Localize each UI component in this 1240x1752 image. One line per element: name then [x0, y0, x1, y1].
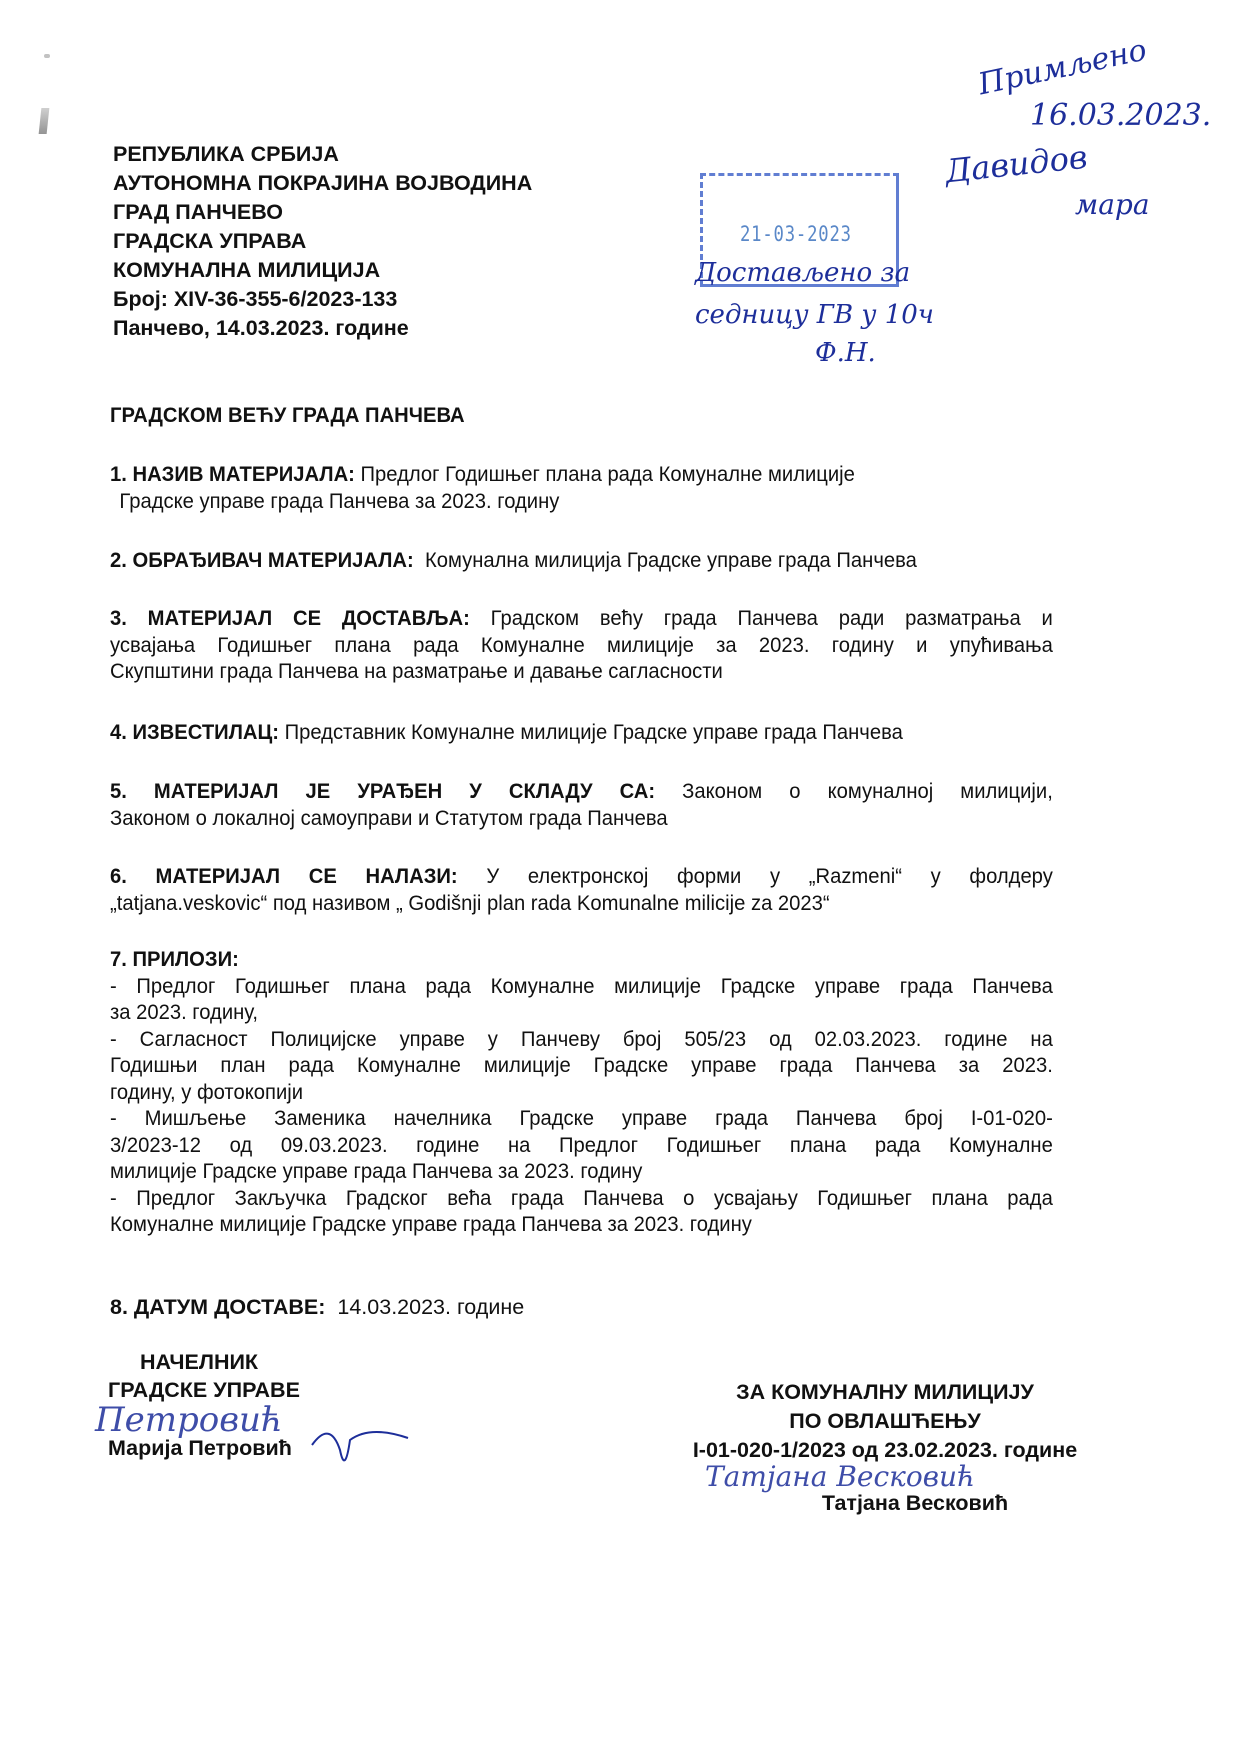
- authorization-number: I-01-020-1/2023 од 23.02.2023. године: [692, 1438, 1078, 1462]
- addressee: ГРАДСКОМ ВЕЋУ ГРАДА ПАНЧЕВА: [110, 403, 465, 427]
- section-3-material-delivered: [110, 605, 1053, 685]
- section-text-continued: Скупштини града Панчева на разматрање и давање сагласности: [110, 659, 723, 683]
- attachment-item: - Предлог Закључка Градског већа града Панчева о усвајању Годишњег плана рада: [110, 1185, 1053, 1210]
- handwritten-received-label: Примљено: [975, 32, 1150, 103]
- section-2-material-author: [110, 547, 1053, 574]
- handwritten-delivered-line2: седницу ГВ у 10ч: [695, 300, 934, 330]
- signature-flourish-icon: [310, 1410, 410, 1480]
- handwritten-received-name: Давидов: [943, 137, 1090, 191]
- letterhead-province: АУТОНОМНА ПОКРАЈИНА ВОЈВОДИНА: [113, 171, 533, 195]
- section-text: Законом о комуналној милицији,: [682, 779, 1053, 803]
- section-1-material-name: [110, 461, 1053, 514]
- section-4-reporter: [110, 719, 1053, 746]
- handwritten-delivered-initials: Ф.Н.: [815, 338, 876, 368]
- section-label: 3. МАТЕРИЈАЛ СЕ ДОСТАВЉА:: [110, 606, 470, 630]
- section-label: 6. МАТЕРИЈАЛ СЕ НАЛАЗИ:: [110, 864, 458, 888]
- section-8-delivery-date: [110, 1295, 524, 1320]
- document-place-date: Панчево, 14.03.2023. године: [113, 316, 409, 340]
- section-label: 4. ИЗВЕСТИЛАЦ:: [110, 720, 279, 744]
- signatory-authorization: ПО ОВЛАШЋЕЊУ: [789, 1409, 981, 1433]
- letterhead: [113, 140, 532, 343]
- section-text: Комунална милиција Градске управе града Панчева: [424, 548, 917, 572]
- section-text: Представник Комуналне милиције Градске управе града Панчева: [284, 720, 903, 744]
- section-text: У електронској форми у „Razmeni“ у фолдеру: [486, 864, 1053, 888]
- letterhead-republic: РЕПУБЛИКА СРБИЈА: [113, 142, 339, 166]
- section-5-legal-basis: [110, 778, 1053, 831]
- scan-artifact-mark: [39, 108, 50, 134]
- stamp-date: 21-03-2023: [740, 222, 852, 246]
- attachment-item-continued: за 2023. годину,: [110, 1000, 258, 1024]
- document-number: Број: XIV-36-355-6/2023-133: [113, 287, 398, 311]
- section-7-attachments: [110, 946, 1053, 1238]
- section-label: 8. ДАТУМ ДОСТАВЕ:: [110, 1295, 326, 1319]
- section-text-continued: Законом о локалној самоуправи и Статутом града Панчева: [110, 805, 668, 830]
- section-text-continued: „tatjana.veskovic“ под називом „ Godišnji plan rada Komunalne milicije za 2023“: [110, 890, 830, 915]
- section-label: 7. ПРИЛОЗИ:: [110, 947, 239, 971]
- handwritten-received-date: 16.03.2023.: [1030, 98, 1212, 133]
- letterhead-department: КОМУНАЛНА МИЛИЦИЈА: [113, 258, 381, 282]
- attachment-item: - Мишљење Заменика начелника Градске управе града Панчева број I-01-020-: [110, 1106, 1053, 1130]
- section-label: 5. МАТЕРИЈАЛ ЈЕ УРАЂЕН У СКЛАДУ СА:: [110, 779, 656, 803]
- handwritten-signature-right: Татјана Весковић: [705, 1460, 976, 1493]
- letterhead-city: ГРАД ПАНЧЕВО: [113, 200, 283, 224]
- attachment-item-continued: милиције Градске управе града Панчева за 2023. годину: [110, 1159, 643, 1183]
- signatory-capacity: ЗА КОМУНАЛНУ МИЛИЦИЈУ: [736, 1380, 1034, 1404]
- signatory-name: Татјана Весковић: [821, 1491, 1009, 1515]
- section-label: 1. НАЗИВ МАТЕРИЈАЛА:: [110, 462, 355, 486]
- handwritten-received-suffix: мара: [1075, 188, 1150, 221]
- handwritten-signature-left: Петровић: [95, 1400, 283, 1440]
- attachment-item-continued: годину, у фотокопији: [110, 1079, 304, 1104]
- scan-artifact: [44, 54, 50, 58]
- section-text: Градском већу града Панчева ради разматрања и: [490, 606, 1053, 630]
- section-6-material-location: [110, 863, 1053, 916]
- section-text-continued: Градске управе града Панчева за 2023. годину: [119, 488, 560, 513]
- attachment-item-continued: Комуналне милиције Градске управе града Панчева за 2023. годину: [110, 1212, 752, 1236]
- attachment-item: - Предлог Годишњег плана рада Комуналне милиције Градске управе града Панчева: [110, 973, 1053, 998]
- signature-block-right: [655, 1378, 1115, 1518]
- signatory-title: НАЧЕЛНИК: [140, 1350, 259, 1374]
- section-text-continued: усвајања Годишњег плана рада Комуналне милиције за 2023. годину и упућивања: [110, 632, 1053, 657]
- section-text: 14.03.2023. године: [337, 1295, 525, 1319]
- letterhead-administration: ГРАДСКА УПРАВА: [113, 229, 307, 253]
- attachment-item-continued: Годишњи план рада Комуналне милиције Градске управе града Панчева за 2023.: [110, 1053, 1053, 1077]
- attachment-item-continued: 3/2023-12 од 09.03.2023. године на Предлог Годишњег плана рада Комуналне: [110, 1132, 1053, 1157]
- signatory-name: Марија Петровић: [108, 1436, 292, 1460]
- handwritten-delivered-line1: Достављено за: [695, 258, 911, 288]
- attachment-item: - Сагласност Полицијске управе у Панчеву број 505/23 од 02.03.2023. године на: [110, 1026, 1053, 1051]
- section-label: 2. ОБРАЂИВАЧ МАТЕРИЈАЛА:: [110, 548, 414, 572]
- signatory-title-continued: ГРАДСКЕ УПРАВЕ: [108, 1378, 300, 1402]
- section-text: Предлог Годишњег плана рада Комуналне милиције: [360, 462, 855, 486]
